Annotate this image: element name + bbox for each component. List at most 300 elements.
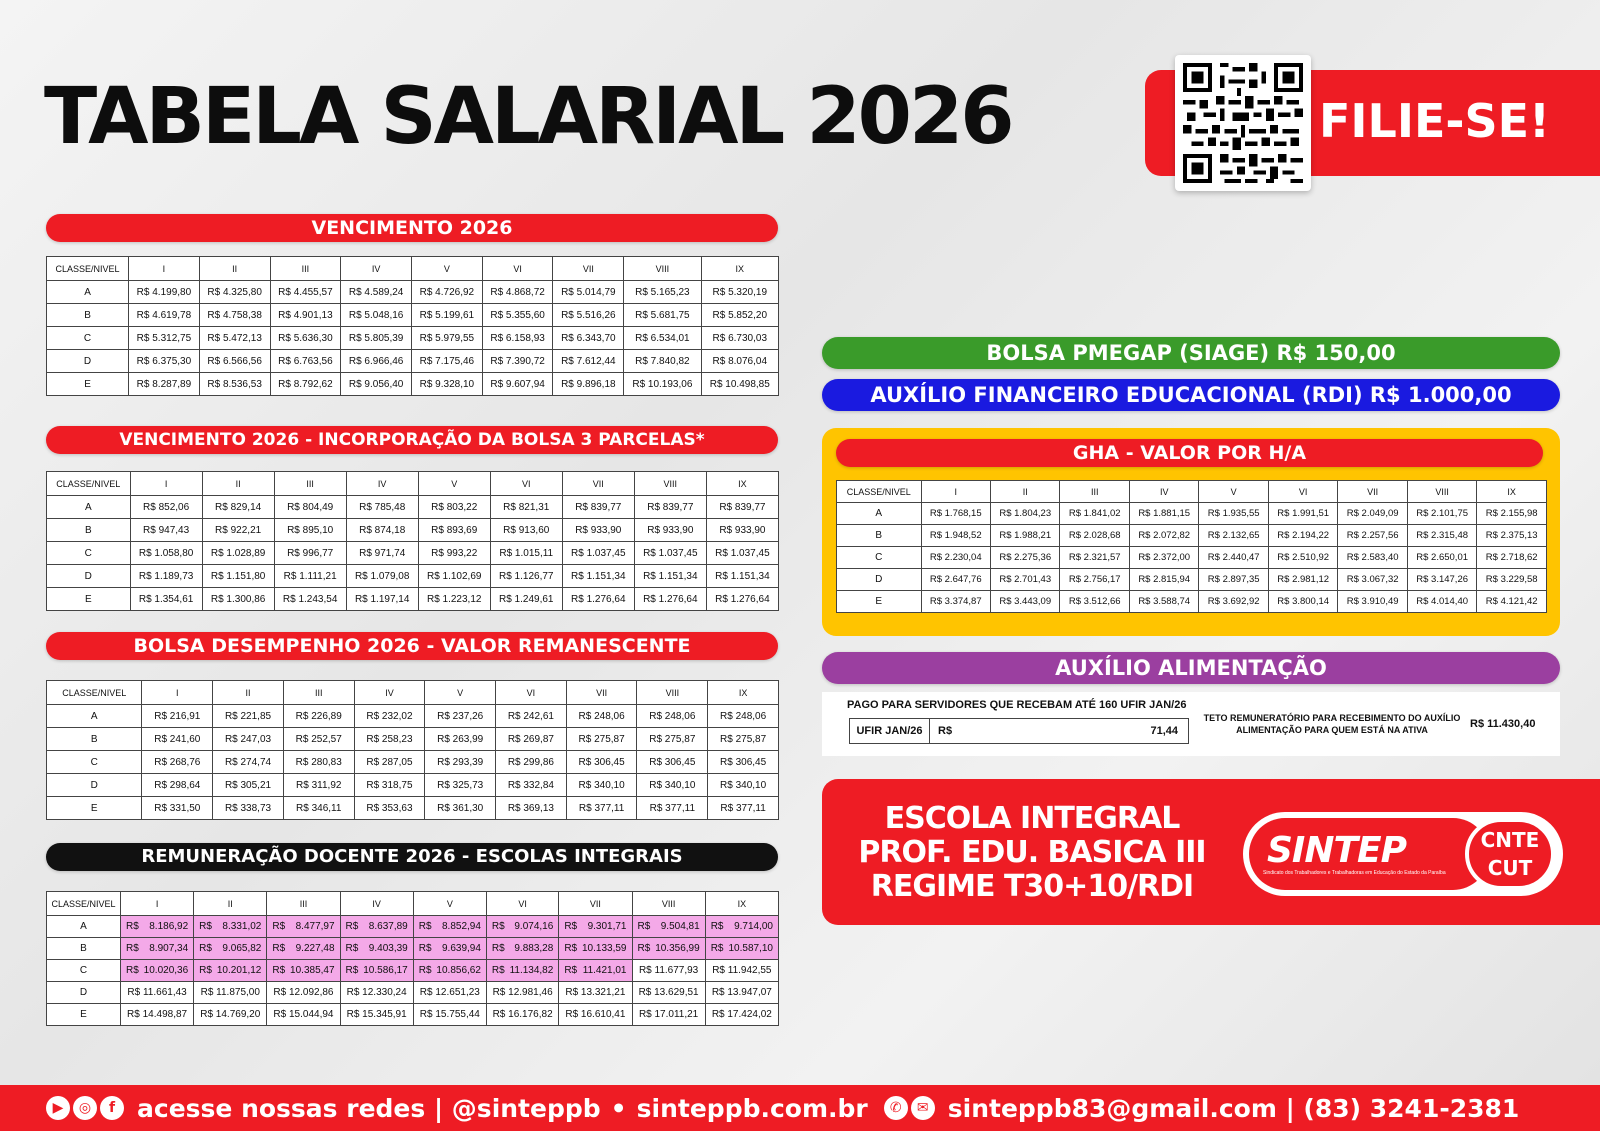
footer-site[interactable]: sinteppb.com.br <box>636 1093 868 1123</box>
value-cell: R$ 1.243,54 <box>274 588 346 611</box>
value-cell: R$ 8.287,89 <box>129 373 200 396</box>
amount: 11.421,01 <box>582 965 627 976</box>
value-cell <box>194 916 267 938</box>
table-row <box>47 728 779 751</box>
value-cell <box>486 960 558 982</box>
value-cell: R$ 3.800,14 <box>1268 591 1337 613</box>
amount: 8.477,97 <box>295 921 335 932</box>
class-cell: C <box>47 751 142 774</box>
value-cell: R$ 933,90 <box>634 519 706 542</box>
value-cell: R$ 3.147,26 <box>1407 569 1476 591</box>
value-cell: R$ 2.815,94 <box>1129 569 1198 591</box>
instagram-icon[interactable]: ◎ <box>73 1096 97 1120</box>
value-cell <box>705 916 778 938</box>
value-cell: R$ 2.440,47 <box>1199 547 1268 569</box>
value-cell: R$ 1.151,34 <box>562 565 634 588</box>
value-cell: R$ 6.966,46 <box>341 350 412 373</box>
value-cell: R$ 263,99 <box>425 728 496 751</box>
value-cell: R$ 933,90 <box>706 519 778 542</box>
value-cell: R$ 1.881,15 <box>1129 503 1198 525</box>
value-cell: R$ 2.101,75 <box>1407 503 1476 525</box>
value-cell: R$ 2.647,76 <box>921 569 990 591</box>
value-cell: R$ 804,49 <box>274 496 346 519</box>
col-header: V <box>425 681 496 705</box>
value-cell: R$ 1.991,51 <box>1268 503 1337 525</box>
currency-label: R$ <box>125 943 139 954</box>
value-cell: R$ 6.730,03 <box>701 327 778 350</box>
col-header: IX <box>708 681 779 705</box>
teto-value: R$ 11.430,40 <box>1470 718 1536 730</box>
value-cell: R$ 242,61 <box>496 705 567 728</box>
value-cell: R$ 2.372,00 <box>1129 547 1198 569</box>
value-cell: R$ 16.176,82 <box>486 1004 558 1026</box>
col-header: II <box>990 481 1059 503</box>
col-header: III <box>1060 481 1129 503</box>
value-cell: R$ 2.375,13 <box>1477 525 1547 547</box>
value-cell: R$ 2.701,43 <box>990 569 1059 591</box>
value-cell: R$ 6.566,56 <box>199 350 270 373</box>
cnte-label: CNTE <box>1480 828 1540 852</box>
currency-label: R$ <box>345 921 359 932</box>
ufir-label: UFIR JAN/26 <box>850 719 930 743</box>
currency-label: R$ <box>491 921 505 932</box>
amount: 9.714,00 <box>734 921 773 932</box>
value-cell: R$ 1.037,45 <box>706 542 778 565</box>
table-row <box>47 705 779 728</box>
class-cell: B <box>47 304 129 327</box>
amount: 11.134,82 <box>509 965 554 976</box>
value-cell: R$ 2.028,68 <box>1060 525 1129 547</box>
value-cell: R$ 14.498,87 <box>120 1004 193 1026</box>
value-cell: R$ 13.947,07 <box>705 982 778 1004</box>
table-row <box>47 304 779 327</box>
value-cell: R$ 933,90 <box>562 519 634 542</box>
value-cell <box>340 938 413 960</box>
value-cell: R$ 293,39 <box>425 751 496 774</box>
value-cell: R$ 6.763,56 <box>270 350 341 373</box>
value-cell <box>413 960 486 982</box>
escola-line-3: REGIME T30+10/RDI <box>870 869 1194 904</box>
amount: 8.331,02 <box>222 921 262 932</box>
footer-separator: • <box>610 1093 627 1123</box>
bolsa-desempenho-table <box>46 680 779 820</box>
value-cell: R$ 221,85 <box>213 705 284 728</box>
value-cell: R$ 1.948,52 <box>921 525 990 547</box>
value-cell: R$ 3.588,74 <box>1129 591 1198 613</box>
footer-contact[interactable]: sinteppb83@gmail.com | (83) 3241-2381 <box>947 1093 1520 1123</box>
value-cell: R$ 4.901,13 <box>270 304 341 327</box>
amount: 10.201,12 <box>216 965 262 976</box>
value-cell: R$ 9.328,10 <box>412 373 483 396</box>
amount: 8.637,89 <box>368 921 408 932</box>
value-cell: R$ 8.792,62 <box>270 373 341 396</box>
currency-label: R$ <box>418 943 432 954</box>
table-row <box>837 525 1547 547</box>
value-cell: R$ 5.852,20 <box>701 304 778 327</box>
value-cell: R$ 1.102,69 <box>418 565 490 588</box>
col-header: III <box>267 892 340 916</box>
value-cell: R$ 5.805,39 <box>341 327 412 350</box>
value-cell: R$ 1.151,34 <box>706 565 778 588</box>
col-header: IV <box>346 472 418 496</box>
table-row <box>47 751 779 774</box>
value-cell: R$ 3.910,49 <box>1338 591 1407 613</box>
value-cell: R$ 1.079,08 <box>346 565 418 588</box>
value-cell: R$ 8.536,53 <box>199 373 270 396</box>
value-cell: R$ 2.650,01 <box>1407 547 1476 569</box>
value-cell: R$ 1.223,12 <box>418 588 490 611</box>
value-cell: R$ 12.330,24 <box>340 982 413 1004</box>
currency-label: R$ <box>564 921 578 932</box>
col-header: II <box>213 681 284 705</box>
class-cell: E <box>47 373 129 396</box>
value-cell: R$ 5.355,60 <box>482 304 553 327</box>
table-row <box>47 542 779 565</box>
bolsa-desempenho-title: BOLSA DESEMPENHO 2026 - VALOR REMANESCENTE <box>46 632 778 660</box>
value-cell: R$ 2.981,12 <box>1268 569 1337 591</box>
amount: 9.639,94 <box>441 943 481 954</box>
currency-label: R$ <box>125 965 139 976</box>
value-cell: R$ 7.612,44 <box>553 350 624 373</box>
col-header: IV <box>354 681 425 705</box>
value-cell: R$ 2.194,22 <box>1268 525 1337 547</box>
value-cell: R$ 280,83 <box>283 751 354 774</box>
value-cell: R$ 1.935,55 <box>1199 503 1268 525</box>
table-row <box>47 350 779 373</box>
value-cell: R$ 874,18 <box>346 519 418 542</box>
currency-label: R$ <box>564 943 578 954</box>
value-cell: R$ 2.897,35 <box>1199 569 1268 591</box>
value-cell: R$ 248,06 <box>708 705 779 728</box>
value-cell: R$ 216,91 <box>142 705 213 728</box>
value-cell: R$ 1.111,21 <box>274 565 346 588</box>
value-cell <box>559 960 632 982</box>
currency-label: R$ <box>199 921 212 932</box>
col-header: VIII <box>637 681 708 705</box>
value-cell: R$ 9.056,40 <box>341 373 412 396</box>
value-cell: R$ 268,76 <box>142 751 213 774</box>
value-cell: R$ 2.072,82 <box>1129 525 1198 547</box>
table-row <box>837 569 1547 591</box>
table-row <box>47 327 779 350</box>
currency-label: R$ <box>199 965 212 976</box>
col-header: III <box>274 472 346 496</box>
value-cell: R$ 5.516,26 <box>553 304 624 327</box>
class-cell: C <box>47 542 131 565</box>
value-cell: R$ 10.498,85 <box>701 373 778 396</box>
footer <box>0 1085 1600 1131</box>
value-cell: R$ 1.189,73 <box>130 565 202 588</box>
value-cell: R$ 1.300,86 <box>202 588 274 611</box>
value-cell: R$ 913,60 <box>490 519 562 542</box>
value-cell: R$ 1.037,45 <box>562 542 634 565</box>
value-cell: R$ 248,06 <box>637 705 708 728</box>
auxilio-financeiro-banner: AUXÍLIO FINANCEIRO EDUCACIONAL (RDI) R$ 1.000,00 <box>822 379 1560 411</box>
value-cell: R$ 248,06 <box>566 705 637 728</box>
value-cell: R$ 15.345,91 <box>340 1004 413 1026</box>
logo-sub: Sindicato dos Trabalhadores e Trabalhadoras em Educação do Estado da Paraíba <box>1263 870 1446 876</box>
value-cell: R$ 1.249,61 <box>490 588 562 611</box>
col-header: IX <box>1477 481 1547 503</box>
value-cell: R$ 3.692,92 <box>1199 591 1268 613</box>
value-cell: R$ 8.076,04 <box>701 350 778 373</box>
value-cell: R$ 11.942,55 <box>705 960 778 982</box>
value-cell: R$ 6.158,93 <box>482 327 553 350</box>
class-cell: D <box>837 569 922 591</box>
col-header: CLASSE/NIVEL <box>47 257 129 281</box>
incorporacao-table <box>46 471 779 611</box>
teto-note: TETO REMUNERATÓRIO PARA RECEBIMENTO DO AUXÍLIO ALIMENTAÇÃO PARA QUEM ESTÁ NA ATIVA <box>1203 713 1461 735</box>
amount: 9.301,71 <box>587 921 627 932</box>
value-cell: R$ 1.988,21 <box>990 525 1059 547</box>
table-row <box>47 982 779 1004</box>
table-row <box>47 960 779 982</box>
amount: 9.065,82 <box>222 943 262 954</box>
table-row <box>47 281 779 304</box>
value-cell: R$ 2.275,36 <box>990 547 1059 569</box>
class-cell: D <box>47 982 121 1004</box>
value-cell: R$ 1.276,64 <box>706 588 778 611</box>
value-cell <box>340 916 413 938</box>
col-header: IV <box>1129 481 1198 503</box>
value-cell: R$ 1.768,15 <box>921 503 990 525</box>
currency-label: R$ <box>272 921 286 932</box>
value-cell: R$ 829,14 <box>202 496 274 519</box>
value-cell: R$ 275,87 <box>708 728 779 751</box>
auxilio-alimentacao-panel <box>822 692 1560 756</box>
vencimento-title: VENCIMENTO 2026 <box>46 214 778 242</box>
value-cell: R$ 4.455,57 <box>270 281 341 304</box>
value-cell: R$ 226,89 <box>283 705 354 728</box>
value-cell <box>120 938 193 960</box>
value-cell: R$ 1.841,02 <box>1060 503 1129 525</box>
email-icon[interactable]: ✉ <box>911 1096 935 1120</box>
value-cell: R$ 247,03 <box>213 728 284 751</box>
amount: 9.227,48 <box>295 943 335 954</box>
value-cell <box>267 960 340 982</box>
col-header: V <box>413 892 486 916</box>
table-row <box>47 774 779 797</box>
currency-label: R$ <box>564 965 578 976</box>
value-cell: R$ 377,11 <box>637 797 708 820</box>
value-cell: R$ 2.049,09 <box>1338 503 1407 525</box>
value-cell: R$ 4.199,80 <box>129 281 200 304</box>
value-cell: R$ 258,23 <box>354 728 425 751</box>
amount: 10.385,47 <box>290 965 335 976</box>
value-cell: R$ 3.229,58 <box>1477 569 1547 591</box>
value-cell: R$ 274,74 <box>213 751 284 774</box>
value-cell: R$ 7.840,82 <box>624 350 701 373</box>
value-cell: R$ 332,84 <box>496 774 567 797</box>
value-cell <box>486 916 558 938</box>
col-header: VIII <box>634 472 706 496</box>
value-cell: R$ 17.424,02 <box>705 1004 778 1026</box>
amount: 8.852,94 <box>441 921 481 932</box>
value-cell <box>120 916 193 938</box>
alimentacao-note: PAGO PARA SERVIDORES QUE RECEBAM ATÉ 160 UFIR JAN/26 <box>847 699 1187 711</box>
value-cell: R$ 7.390,72 <box>482 350 553 373</box>
value-cell: R$ 3.374,87 <box>921 591 990 613</box>
value-cell: R$ 340,10 <box>566 774 637 797</box>
class-cell: C <box>47 960 121 982</box>
col-header: I <box>120 892 193 916</box>
table-row <box>47 797 779 820</box>
value-cell: R$ 275,87 <box>637 728 708 751</box>
amount: 10.586,17 <box>363 965 408 976</box>
value-cell: R$ 893,69 <box>418 519 490 542</box>
col-header: VII <box>562 472 634 496</box>
value-cell: R$ 361,30 <box>425 797 496 820</box>
value-cell: R$ 377,11 <box>708 797 779 820</box>
value-cell: R$ 2.756,17 <box>1060 569 1129 591</box>
remuneracao-table <box>46 891 779 1026</box>
page-title: TABELA SALARIAL 2026 <box>44 72 1012 162</box>
cnte-cut-badge <box>1465 818 1555 890</box>
value-cell: R$ 11.661,43 <box>120 982 193 1004</box>
currency-label: R$ <box>345 943 359 954</box>
table-row <box>47 373 779 396</box>
value-cell: R$ 839,77 <box>706 496 778 519</box>
value-cell: R$ 6.375,30 <box>129 350 200 373</box>
value-cell: R$ 2.315,48 <box>1407 525 1476 547</box>
value-cell: R$ 241,60 <box>142 728 213 751</box>
value-cell: R$ 1.151,80 <box>202 565 274 588</box>
value-cell: R$ 10.193,06 <box>624 373 701 396</box>
value-cell: R$ 3.512,66 <box>1060 591 1129 613</box>
col-header: II <box>202 472 274 496</box>
col-header: VII <box>1338 481 1407 503</box>
value-cell: R$ 306,45 <box>637 751 708 774</box>
cut-label: CUT <box>1487 856 1533 880</box>
col-header: IX <box>705 892 778 916</box>
class-cell: B <box>47 728 142 751</box>
facebook-icon[interactable]: f <box>100 1096 124 1120</box>
col-header: VI <box>490 472 562 496</box>
value-cell: R$ 338,73 <box>213 797 284 820</box>
sintep-logo <box>1243 812 1563 896</box>
value-cell: R$ 5.636,30 <box>270 327 341 350</box>
value-cell: R$ 785,48 <box>346 496 418 519</box>
table-row <box>837 503 1547 525</box>
value-cell <box>120 960 193 982</box>
escola-line-1: ESCOLA INTEGRAL <box>884 801 1180 836</box>
col-header: VIII <box>1407 481 1476 503</box>
col-header: II <box>194 892 267 916</box>
logo-name: SINTEP <box>1267 830 1406 871</box>
value-cell: R$ 14.769,20 <box>194 1004 267 1026</box>
value-cell: R$ 269,87 <box>496 728 567 751</box>
value-cell: R$ 839,77 <box>634 496 706 519</box>
amount: 10.856,62 <box>436 965 481 976</box>
currency-label: R$ <box>199 943 212 954</box>
value-cell: R$ 252,57 <box>283 728 354 751</box>
col-header: VI <box>496 681 567 705</box>
value-cell: R$ 1.058,80 <box>130 542 202 565</box>
value-cell: R$ 2.257,56 <box>1338 525 1407 547</box>
value-cell: R$ 993,22 <box>418 542 490 565</box>
value-cell: R$ 346,11 <box>283 797 354 820</box>
value-cell <box>194 960 267 982</box>
value-cell: R$ 5.014,79 <box>553 281 624 304</box>
value-cell: R$ 306,45 <box>566 751 637 774</box>
value-cell: R$ 306,45 <box>708 751 779 774</box>
value-cell: R$ 13.321,21 <box>559 982 632 1004</box>
value-cell: R$ 2.321,57 <box>1060 547 1129 569</box>
value-cell: R$ 340,10 <box>637 774 708 797</box>
value-cell <box>705 938 778 960</box>
amount: 10.020,36 <box>143 965 189 976</box>
whatsapp-icon[interactable]: ✆ <box>884 1096 908 1120</box>
currency-label: R$ <box>272 965 286 976</box>
value-cell: R$ 7.175,46 <box>412 350 483 373</box>
value-cell: R$ 6.343,70 <box>553 327 624 350</box>
col-header: I <box>129 257 200 281</box>
value-cell <box>486 938 558 960</box>
value-cell: R$ 232,02 <box>354 705 425 728</box>
value-cell: R$ 13.629,51 <box>632 982 705 1004</box>
value-cell: R$ 1.197,14 <box>346 588 418 611</box>
value-cell: R$ 1.354,61 <box>130 588 202 611</box>
qr-code-icon[interactable] <box>1175 55 1311 191</box>
value-cell: R$ 2.132,65 <box>1199 525 1268 547</box>
value-cell: R$ 1.028,89 <box>202 542 274 565</box>
value-cell: R$ 5.199,61 <box>412 304 483 327</box>
value-cell: R$ 5.472,13 <box>199 327 270 350</box>
value-cell: R$ 1.037,45 <box>634 542 706 565</box>
gha-table <box>836 480 1547 613</box>
table-row <box>47 519 779 542</box>
amount: 9.074,16 <box>514 921 554 932</box>
value-cell: R$ 1.126,77 <box>490 565 562 588</box>
value-cell: R$ 369,13 <box>496 797 567 820</box>
value-cell <box>194 938 267 960</box>
class-cell: A <box>47 916 121 938</box>
class-cell: B <box>47 938 121 960</box>
bolsa-pmegap-banner: BOLSA PMEGAP (SIAGE) R$ 150,00 <box>822 337 1560 369</box>
value-cell: R$ 305,21 <box>213 774 284 797</box>
col-header: IV <box>341 257 412 281</box>
youtube-icon[interactable]: ▶ <box>46 1096 70 1120</box>
class-cell: E <box>837 591 922 613</box>
col-header: V <box>418 472 490 496</box>
col-header: VII <box>559 892 632 916</box>
value-cell <box>559 916 632 938</box>
value-cell: R$ 1.015,11 <box>490 542 562 565</box>
value-cell: R$ 298,64 <box>142 774 213 797</box>
class-cell: C <box>47 327 129 350</box>
value-cell: R$ 2.230,04 <box>921 547 990 569</box>
currency-label: R$ <box>272 943 286 954</box>
escola-line-2: PROF. EDU. BASICA III <box>858 835 1206 870</box>
currency-label: R$ <box>710 943 724 954</box>
col-header: VII <box>553 257 624 281</box>
col-header: VII <box>566 681 637 705</box>
table-row <box>837 547 1547 569</box>
col-header: CLASSE/NIVEL <box>47 892 121 916</box>
remuneracao-title: REMUNERAÇÃO DOCENTE 2026 - ESCOLAS INTEGRAIS <box>46 843 778 871</box>
footer-social[interactable]: acesse nossas redes | @sinteppb <box>137 1093 601 1123</box>
col-header: VIII <box>632 892 705 916</box>
ufir-currency: R$ <box>938 725 953 737</box>
value-cell: R$ 2.510,92 <box>1268 547 1337 569</box>
col-header: CLASSE/NIVEL <box>837 481 922 503</box>
value-cell: R$ 4.121,42 <box>1477 591 1547 613</box>
table-row <box>47 565 779 588</box>
currency-label: R$ <box>637 921 651 932</box>
col-header: IX <box>706 472 778 496</box>
value-cell: R$ 821,31 <box>490 496 562 519</box>
value-cell: R$ 1.151,34 <box>634 565 706 588</box>
